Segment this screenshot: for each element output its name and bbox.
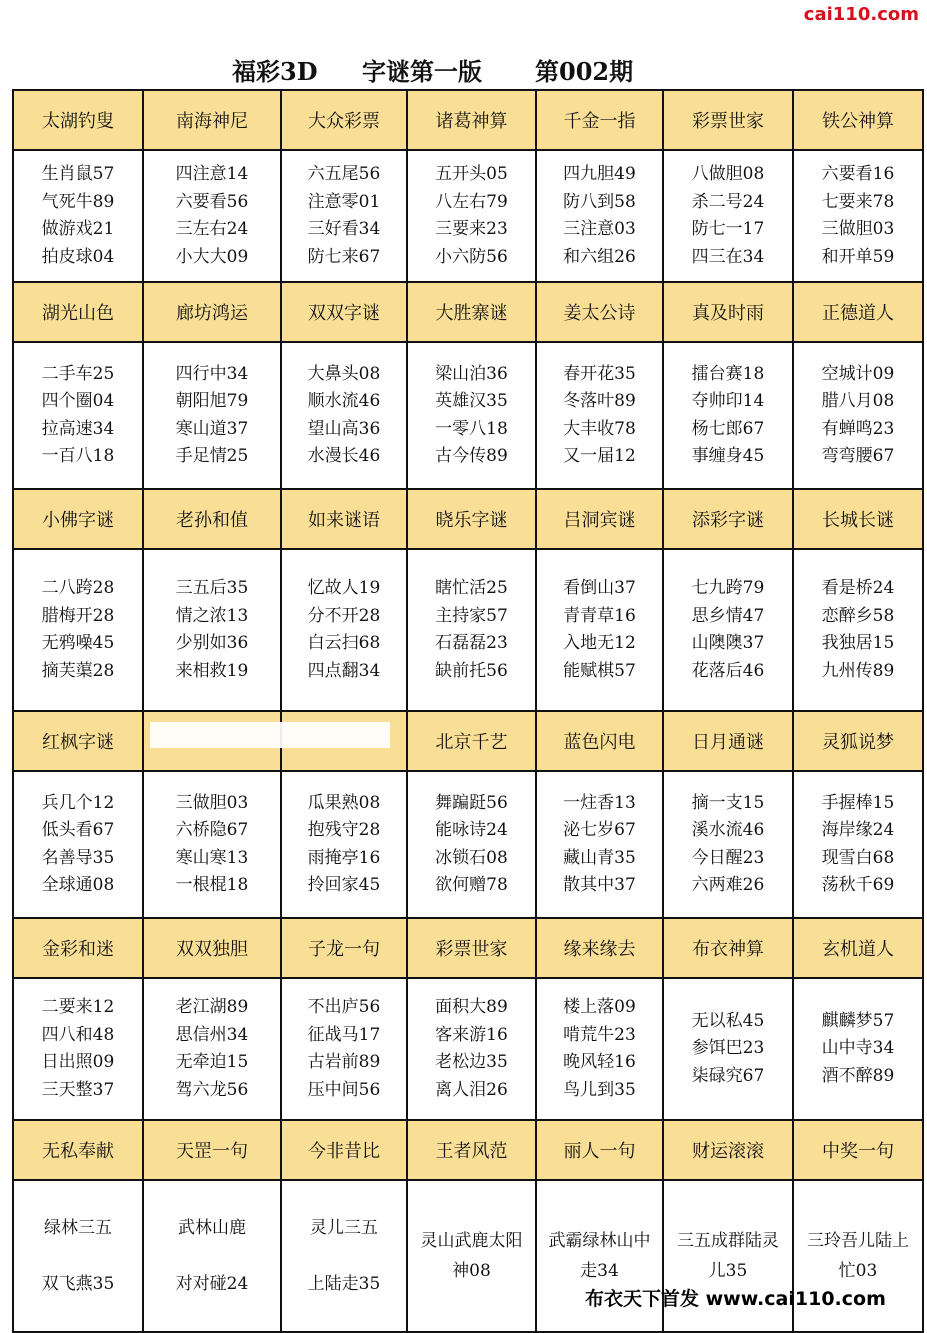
riddle-line: 弯弯腰67 [821, 446, 895, 466]
riddle-line: 压中间56 [307, 1079, 381, 1100]
riddle-cell [281, 771, 407, 918]
riddle-line: 古岩前89 [307, 1052, 381, 1072]
column-header: 今非昔比 [281, 1120, 407, 1180]
riddle-line: 大鼻头08 [307, 363, 381, 384]
content-row [13, 771, 923, 918]
riddle-line: 和六组26 [563, 246, 636, 267]
riddle-line: 瓜果熟08 [307, 792, 381, 813]
riddle-line: 四九胆49 [563, 164, 636, 184]
riddle-line: 溪水流46 [691, 820, 765, 840]
column-header: 老孙和值 [143, 489, 281, 549]
column-header: 彩票世家 [407, 918, 536, 978]
column-header: 湖光山色 [13, 282, 143, 342]
column-header: 晓乐字谜 [407, 489, 536, 549]
redaction-mask [150, 722, 390, 748]
column-header: 布衣神算 [663, 918, 793, 978]
column-header: 千金一指 [536, 90, 663, 150]
riddle-line: 青青草16 [563, 605, 636, 626]
riddle-line: 三要来23 [435, 219, 508, 239]
riddle-line: 生肖鼠57 [41, 164, 115, 184]
riddle-line: 舞蹁跹56 [435, 792, 508, 813]
riddle-cell [281, 150, 407, 282]
riddle-line: 八左右79 [435, 191, 508, 212]
riddle-line: 无以私45 [691, 1010, 765, 1031]
column-header: 缘来缘去 [536, 918, 663, 978]
column-header: 彩票世家 [663, 90, 793, 150]
column-header: 灵狐说梦 [793, 711, 923, 771]
riddle-line: 绿林三五 [44, 1218, 112, 1238]
riddle-line: 四八和48 [41, 1024, 115, 1045]
riddle-line: 小大大09 [175, 246, 249, 267]
column-header: 日月通谜 [663, 711, 793, 771]
content-row [13, 978, 923, 1120]
riddle-cell [793, 150, 923, 282]
riddle-cell [793, 978, 923, 1120]
riddle-line: 今日醒23 [691, 847, 765, 868]
riddle-cell [663, 150, 793, 282]
riddle-line: 又一届12 [563, 446, 636, 466]
column-header: 吕洞宾谜 [536, 489, 663, 549]
riddle-line: 九州传89 [821, 660, 895, 681]
title-issue: 第002期 [535, 57, 634, 86]
column-header: 子龙一句 [281, 918, 407, 978]
riddle-line: 大丰收78 [563, 418, 636, 439]
riddle-line: 夺帅印14 [691, 391, 765, 411]
riddle-line: 柒碌究67 [691, 1065, 765, 1086]
riddle-line: 恋醉乡58 [821, 605, 895, 626]
riddle-line: 擂台赛18 [691, 363, 765, 384]
content-row [13, 342, 923, 489]
riddle-line: 拎回家45 [307, 875, 381, 895]
riddle-line: 武林山鹿 [178, 1218, 246, 1238]
riddle-cell [536, 549, 663, 711]
riddle-line: 能咏诗24 [435, 820, 508, 840]
riddle-cell [143, 1180, 281, 1332]
riddle-line: 寒山道37 [175, 418, 249, 439]
riddle-line: 能赋棋57 [563, 660, 636, 681]
header-row [13, 1120, 923, 1180]
riddle-line: 腊八月08 [821, 391, 895, 411]
column-header: 诸葛神算 [407, 90, 536, 150]
riddle-line: 梁山泊36 [435, 363, 508, 384]
riddle-cell [793, 549, 923, 711]
riddle-line: 六要看56 [175, 191, 249, 212]
riddle-cell [793, 771, 923, 918]
riddle-line: 三做胆03 [821, 219, 895, 239]
column-header: 太湖钓叟 [13, 90, 143, 150]
riddle-cell [281, 342, 407, 489]
riddle-line: 四三在34 [691, 246, 765, 267]
riddle-line: 三五后35 [175, 578, 249, 598]
riddle-line: 不出庐56 [307, 997, 381, 1017]
column-header: 中奖一句 [793, 1120, 923, 1180]
riddle-line: 山中寺34 [821, 1038, 895, 1059]
riddle-cell [407, 549, 536, 711]
column-header: 红枫字谜 [13, 711, 143, 771]
riddle-line: 二要来12 [41, 997, 115, 1017]
riddle-cell [663, 771, 793, 918]
column-header: 双双字谜 [281, 282, 407, 342]
riddle-line: 散其中37 [563, 875, 636, 895]
riddle-line: 手握棒15 [821, 792, 895, 813]
riddle-line: 二八跨28 [41, 578, 115, 598]
column-header: 玄机道人 [793, 918, 923, 978]
riddle-line: 石磊磊23 [435, 633, 508, 653]
column-header: 廊坊鸿运 [143, 282, 281, 342]
riddle-line: 朝阳旭79 [175, 391, 249, 411]
riddle-line: 藏山青35 [563, 847, 636, 868]
riddle-line: 拉高速34 [41, 418, 115, 439]
header-row [13, 90, 923, 150]
riddle-line: 三好看34 [307, 219, 381, 239]
riddle-line: 欲何赠78 [435, 875, 508, 895]
riddle-cell [13, 978, 143, 1120]
riddle-line: 离人泪26 [435, 1079, 508, 1100]
column-header: 真及时雨 [663, 282, 793, 342]
column-header: 正德道人 [793, 282, 923, 342]
watermark-bottom: 布衣天下首发 www.cai110.com [585, 1288, 886, 1310]
riddle-cell [536, 978, 663, 1120]
riddle-line: 一零八18 [435, 418, 508, 439]
riddle-line: 名善导35 [41, 847, 115, 868]
riddle-line: 征战马17 [307, 1024, 381, 1045]
riddle-line: 六桥隐67 [175, 820, 249, 840]
riddle-line: 无鸦噪45 [41, 633, 115, 653]
watermark-top: cai110.com [803, 4, 919, 25]
riddle-line: 瞎忙活25 [435, 578, 508, 598]
riddle-cell [536, 150, 663, 282]
riddle-line: 六五尾56 [307, 164, 381, 184]
riddle-line: 雨掩亭16 [307, 847, 381, 868]
riddle-line: 空城计09 [821, 363, 895, 384]
riddle-line: 杨七郎67 [691, 418, 765, 439]
header-row [13, 282, 923, 342]
riddle-line: 寒山寒13 [175, 847, 249, 868]
riddle-line: 驾六龙56 [175, 1079, 249, 1100]
riddle-line: 和开单59 [821, 246, 895, 267]
riddle-line: 七要来78 [821, 191, 895, 212]
riddle-cell [663, 342, 793, 489]
riddle-cell [407, 342, 536, 489]
column-header: 铁公神算 [793, 90, 923, 150]
riddle-line: 分不开28 [307, 605, 381, 626]
content-row [13, 549, 923, 711]
page-title [0, 52, 927, 88]
riddle-cell [13, 342, 143, 489]
riddle-line: 水漫长46 [307, 446, 381, 466]
riddle-line: 参饵巴23 [691, 1038, 765, 1059]
riddle-line: 入地无12 [563, 633, 636, 653]
riddle-line: 摘一支15 [691, 792, 765, 813]
riddle-line: 四行中34 [175, 363, 249, 384]
riddle-line: 防七一17 [691, 219, 765, 239]
riddle-line: 冰锁石08 [435, 847, 508, 868]
column-header: 姜太公诗 [536, 282, 663, 342]
riddle-line: 一炷香13 [563, 792, 636, 813]
riddle-cell [13, 549, 143, 711]
title-edition: 字谜第一版 [362, 57, 482, 86]
riddle-line: 日出照09 [41, 1052, 115, 1072]
riddle-line: 三天整37 [41, 1079, 115, 1100]
riddle-line: 三左右24 [175, 219, 249, 239]
riddle-line: 思乡情47 [691, 605, 765, 626]
riddle-line: 荡秋千69 [821, 875, 895, 895]
riddle-line: 老江湖89 [175, 997, 249, 1017]
riddle-line: 腊梅开28 [41, 605, 115, 626]
riddle-cell [663, 549, 793, 711]
riddle-line: 灵山武鹿太阳神08 [420, 1231, 523, 1281]
column-header: 长城长谜 [793, 489, 923, 549]
column-header: 王者风范 [407, 1120, 536, 1180]
riddle-line: 望山高36 [307, 418, 381, 439]
riddle-cell [13, 771, 143, 918]
riddle-cell [407, 978, 536, 1120]
riddle-line: 酒不醉89 [821, 1065, 895, 1086]
riddle-table [12, 89, 924, 1333]
riddle-cell [143, 342, 281, 489]
riddle-line: 全球通08 [41, 875, 115, 895]
riddle-cell [663, 978, 793, 1120]
riddle-line: 四点翻34 [307, 660, 381, 681]
riddle-line: 对对碰24 [175, 1274, 249, 1294]
riddle-cell [143, 150, 281, 282]
riddle-line: 手足情25 [175, 446, 249, 466]
riddle-line: 三做胆03 [175, 792, 249, 813]
riddle-line: 现雪白68 [821, 847, 895, 868]
riddle-line: 啃荒牛23 [563, 1024, 636, 1045]
riddle-line: 海岸缘24 [821, 820, 895, 840]
riddle-line: 情之浓13 [175, 605, 249, 626]
riddle-line: 六要看16 [821, 164, 895, 184]
riddle-line: 小六防56 [435, 246, 508, 267]
riddle-line: 双飞燕35 [41, 1274, 115, 1294]
riddle-line: 少别如36 [175, 633, 249, 653]
riddle-line: 春开花35 [563, 363, 636, 384]
riddle-line: 花落后46 [691, 660, 765, 681]
riddle-cell [407, 1180, 536, 1332]
riddle-cell [793, 342, 923, 489]
riddle-cell [281, 978, 407, 1120]
riddle-cell [407, 150, 536, 282]
riddle-line: 老松边35 [435, 1052, 508, 1072]
riddle-line: 七九跨79 [691, 578, 765, 598]
header-row [13, 918, 923, 978]
riddle-cell [13, 1180, 143, 1332]
riddle-line: 六两难26 [691, 875, 765, 895]
riddle-line: 八做胆08 [691, 164, 765, 184]
riddle-cell [536, 771, 663, 918]
riddle-line: 兵几个12 [41, 792, 115, 813]
riddle-line: 气死牛89 [41, 191, 115, 212]
riddle-cell [143, 978, 281, 1120]
title-lottery: 福彩3D [232, 57, 318, 86]
riddle-line: 二手车25 [41, 363, 115, 384]
riddle-line: 低头看67 [41, 820, 115, 840]
riddle-cell [281, 1180, 407, 1332]
column-header: 无私奉献 [13, 1120, 143, 1180]
header-row [13, 489, 923, 549]
riddle-line: 三玲吾儿陆上忙03 [807, 1231, 909, 1281]
riddle-line: 面积大89 [435, 997, 508, 1017]
riddle-line: 防七来67 [307, 246, 381, 267]
column-header: 如来谜语 [281, 489, 407, 549]
riddle-line: 一百八18 [41, 446, 115, 466]
riddle-line: 主持家57 [435, 605, 508, 626]
column-header: 天罡一句 [143, 1120, 281, 1180]
riddle-line: 一根棍18 [175, 875, 249, 895]
riddle-line: 麒麟梦57 [821, 1010, 895, 1031]
riddle-line: 上陆走35 [307, 1274, 381, 1294]
riddle-line: 杀二号24 [691, 191, 765, 212]
riddle-line: 灵儿三五 [310, 1218, 378, 1238]
riddle-line: 做游戏21 [41, 219, 115, 239]
riddle-line: 无牵迫15 [175, 1052, 249, 1072]
riddle-cell [536, 342, 663, 489]
riddle-cell [407, 771, 536, 918]
riddle-line: 思信州34 [175, 1024, 249, 1045]
riddle-cell [13, 150, 143, 282]
riddle-line: 五开头05 [435, 164, 508, 184]
riddle-line: 事缠身45 [691, 446, 765, 466]
riddle-line: 山隩隩37 [691, 633, 765, 653]
riddle-line: 武霸绿林山中走34 [548, 1231, 651, 1281]
riddle-line: 我独居15 [821, 633, 895, 653]
riddle-line: 抱残守28 [307, 820, 381, 840]
riddle-line: 有蝉鸣23 [821, 418, 895, 439]
riddle-line: 三注意03 [563, 219, 636, 239]
column-header: 双双独胆 [143, 918, 281, 978]
riddle-line: 摘芙蕖28 [41, 660, 115, 681]
riddle-line: 防八到58 [563, 191, 636, 212]
riddle-line: 四注意14 [175, 164, 249, 184]
riddle-line: 三五成群陆灵儿35 [677, 1231, 779, 1281]
riddle-line: 晚风轻16 [563, 1052, 636, 1072]
column-header: 财运滚滚 [663, 1120, 793, 1180]
column-header: 大胜寨谜 [407, 282, 536, 342]
riddle-line: 忆故人19 [307, 578, 381, 598]
column-header: 添彩字谜 [663, 489, 793, 549]
riddle-line: 看倒山37 [563, 578, 636, 598]
riddle-line: 缺前托56 [435, 660, 508, 681]
content-row [13, 150, 923, 282]
riddle-line: 拍皮球04 [41, 246, 115, 267]
riddle-line: 英雄汉35 [435, 391, 508, 411]
riddle-line: 四个圈04 [41, 391, 115, 411]
column-header: 北京千艺 [407, 711, 536, 771]
column-header: 金彩和迷 [13, 918, 143, 978]
riddle-cell [281, 549, 407, 711]
riddle-line: 看是桥24 [821, 578, 895, 598]
riddle-line: 顺水流46 [307, 391, 381, 411]
riddle-line: 白云扫68 [307, 633, 381, 653]
riddle-line: 古今传89 [435, 446, 508, 466]
riddle-line: 鸟儿到35 [563, 1079, 636, 1100]
riddle-cell [143, 549, 281, 711]
column-header: 蓝色闪电 [536, 711, 663, 771]
riddle-line: 客来游16 [435, 1024, 508, 1045]
riddle-line: 来相救19 [175, 660, 249, 681]
column-header: 丽人一句 [536, 1120, 663, 1180]
riddle-line: 冬落叶89 [563, 391, 636, 411]
riddle-line: 楼上落09 [563, 997, 636, 1017]
column-header: 小佛字谜 [13, 489, 143, 549]
riddle-line: 泌七岁67 [563, 820, 636, 840]
riddle-cell [143, 771, 281, 918]
column-header: 南海神尼 [143, 90, 281, 150]
column-header: 大众彩票 [281, 90, 407, 150]
riddle-line: 注意零01 [307, 191, 381, 212]
